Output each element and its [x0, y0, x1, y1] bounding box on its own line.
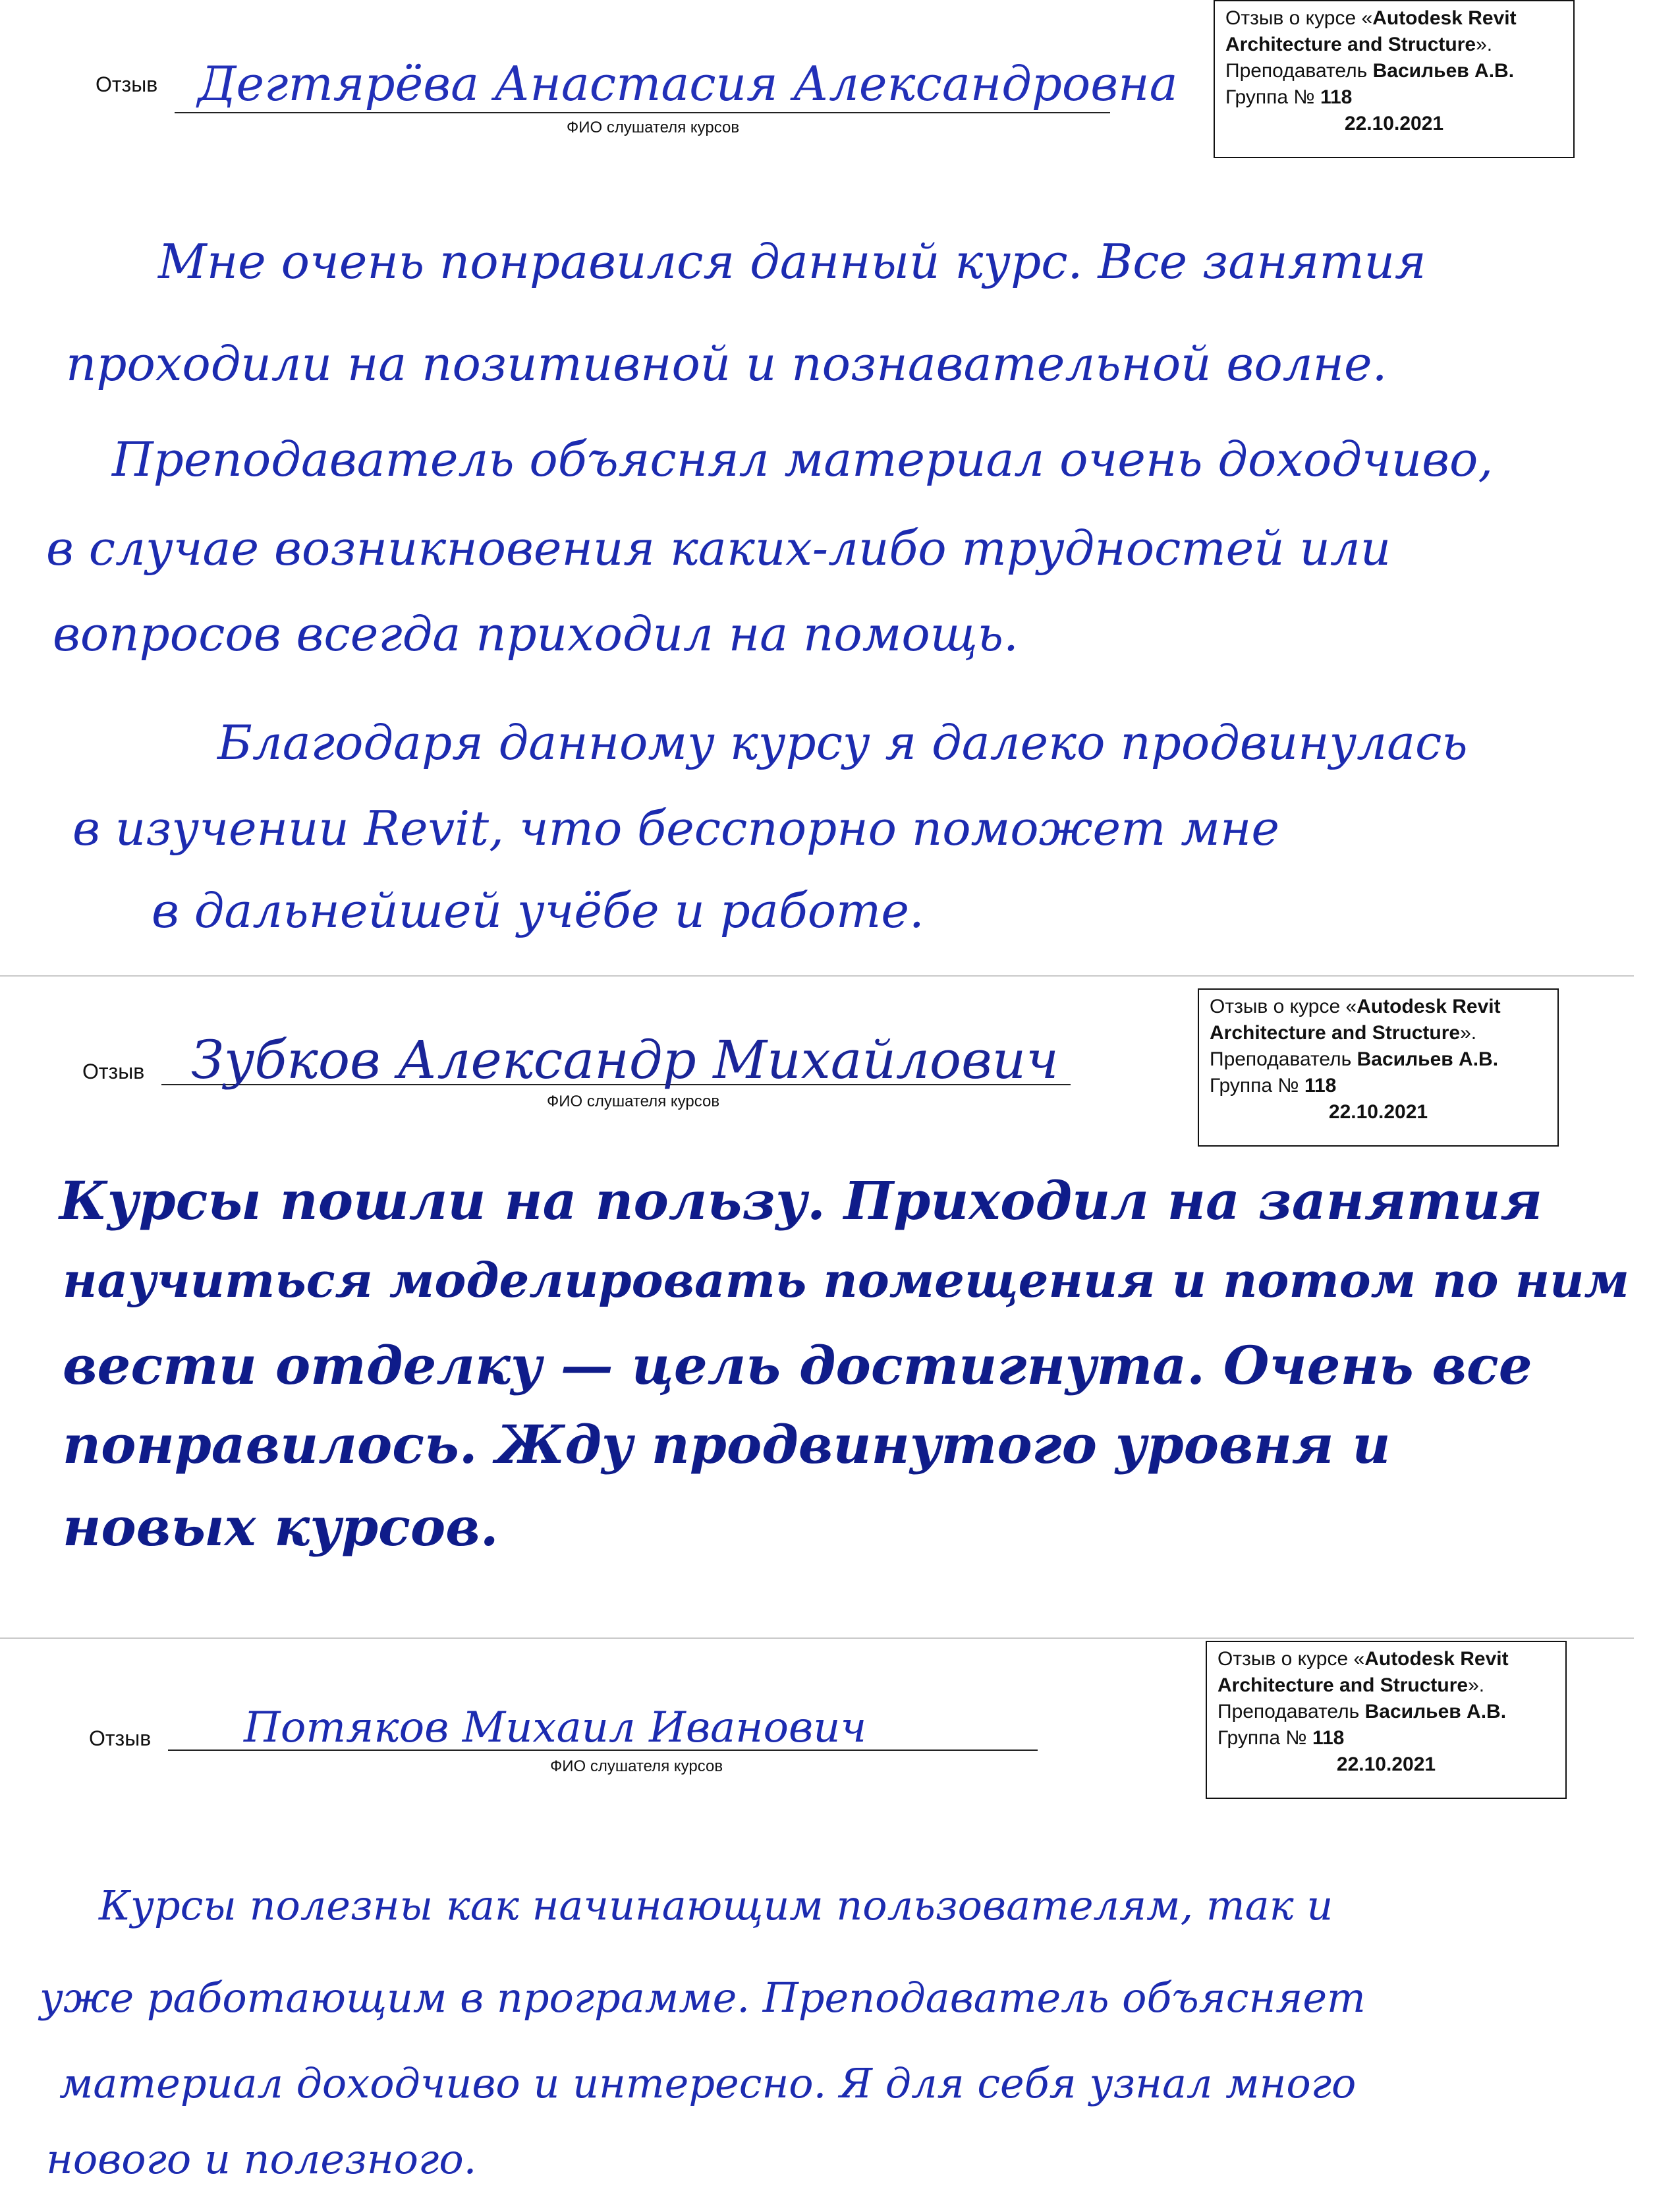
handwritten-line: Благодаря данному курсу я далеко продвинулась: [217, 715, 1468, 770]
teacher-line: Преподаватель Васильев А.В.: [1225, 60, 1515, 82]
teacher-line: Преподаватель Васильев А.В.: [1218, 1701, 1507, 1722]
handwritten-line: Мне очень понравился данный курс. Все занятия: [158, 234, 1426, 289]
review-form-3: [0, 1637, 1680, 2191]
handwritten-line: нового и полезного.: [46, 2135, 477, 2183]
student-name-handwritten: Потяков Михаил Иванович: [244, 1703, 867, 1752]
name-caption: ФИО слушателя курсов: [547, 1093, 720, 1110]
handwritten-line: материал доходчиво и интересно. Я для себя узнал много: [59, 2059, 1357, 2107]
course-line-2: Architecture and Structure».: [1218, 1674, 1485, 1696]
handwritten-line: научиться моделировать помещения и потом по ним: [63, 1252, 1629, 1308]
handwritten-line: новых курсов.: [63, 1496, 499, 1558]
course-info-box: [1198, 988, 1559, 1147]
student-name-handwritten: Зубков Александр Михайлович: [191, 1029, 1059, 1091]
handwritten-line: Преподаватель объяснял материал очень доходчиво,: [112, 432, 1494, 487]
handwritten-line: в дальнейшей учёбе и работе.: [152, 883, 924, 938]
group-line: Группа № 118: [1218, 1727, 1345, 1749]
review-form-2: [0, 975, 1680, 1637]
handwritten-line: понравилось. Жду продвинутого уровня и: [63, 1413, 1391, 1475]
handwritten-line: Курсы полезны как начинающим пользователям, так и: [99, 1881, 1333, 1929]
group-line: Группа № 118: [1210, 1075, 1337, 1096]
review-date: 22.10.2021: [1328, 1101, 1428, 1123]
course-line: Отзыв о курсе «Autodesk Revit: [1218, 1648, 1509, 1670]
name-line: [175, 112, 1110, 113]
course-line: Отзыв о курсе «Autodesk Revit: [1225, 7, 1517, 29]
teacher-line: Преподаватель Васильев А.В.: [1210, 1048, 1499, 1070]
review-label: Отзыв: [89, 1726, 152, 1750]
handwritten-line: в изучении Revit, что бесспорно поможет мне: [72, 801, 1279, 856]
course-line-2: Architecture and Structure».: [1225, 34, 1493, 55]
course-info-box: [1214, 0, 1575, 158]
review-date: 22.10.2021: [1344, 113, 1444, 134]
review-label: Отзыв: [96, 72, 158, 96]
review-date: 22.10.2021: [1336, 1753, 1436, 1775]
student-name-handwritten: Дегтярёва Анастасия Александровна: [198, 56, 1178, 111]
name-caption: ФИО слушателя курсов: [567, 119, 740, 136]
review-form-1: [0, 0, 1680, 975]
handwritten-line: вопросов всегда приходил на помощь.: [53, 606, 1019, 662]
name-caption: ФИО слушателя курсов: [550, 1757, 723, 1775]
review-label: Отзыв: [82, 1060, 145, 1083]
handwritten-line: Курсы пошли на пользу. Приходил на занятия: [59, 1170, 1543, 1232]
course-line: Отзыв о курсе «Autodesk Revit: [1210, 996, 1501, 1017]
group-line: Группа № 118: [1225, 86, 1353, 108]
handwritten-line: проходили на позитивной и познавательной волне.: [66, 336, 1387, 391]
handwritten-line: вести отделку — цель достигнута. Очень все: [63, 1334, 1532, 1396]
course-line-2: Architecture and Structure».: [1210, 1022, 1477, 1044]
course-info-box: [1206, 1641, 1567, 1799]
handwritten-line: уже работающим в программе. Преподаватель объясняет: [40, 1974, 1366, 2022]
handwritten-line: в случае возникновения каких-либо трудностей или: [46, 521, 1391, 576]
